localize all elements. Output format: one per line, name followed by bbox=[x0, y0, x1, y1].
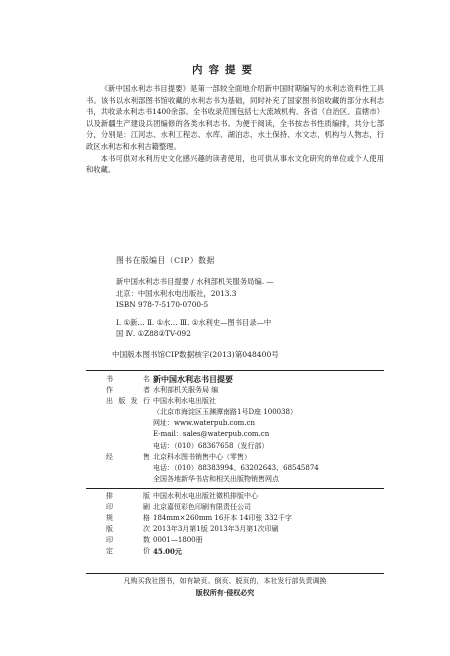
info-label bbox=[106, 418, 150, 429]
info-value: 北京嘉恒彩色印刷有限责任公司 bbox=[153, 503, 251, 512]
info-row bbox=[106, 502, 376, 513]
abstract-paragraph: 本书可供对水利历史文化感兴趣的读者使用，也可供从事水文化研究的单位或个人使用和收藏。 bbox=[86, 153, 384, 175]
book-title: 新中国水利志书目提要 bbox=[153, 374, 233, 384]
info-value: 北京科水图书销售中心（零售） bbox=[153, 452, 251, 461]
info-label: 规格 bbox=[106, 514, 150, 523]
divider-line bbox=[86, 573, 384, 574]
cip-data-number: 中国版本图书馆CIP数据核字(2013)第048400号 bbox=[112, 350, 279, 359]
info-row bbox=[106, 491, 376, 502]
info-row bbox=[106, 396, 376, 407]
info-label bbox=[106, 441, 150, 452]
info-row bbox=[106, 524, 376, 535]
footer bbox=[0, 575, 450, 599]
info-row bbox=[106, 535, 376, 546]
info-value: 网址：www.waterpub.com.cn bbox=[153, 419, 255, 428]
info-label: 出版发行 bbox=[106, 397, 150, 406]
info-label bbox=[106, 463, 150, 474]
info-value: 电话：（010）68367658（发行部） bbox=[153, 441, 269, 450]
info-value: E-mail：sales@waterpub.com.cn bbox=[153, 430, 270, 439]
cip-line: 北京：中国水利水电出版社，2013.3 bbox=[116, 288, 237, 298]
info-row bbox=[106, 418, 376, 429]
info-value: 184mm×260mm 16开本 14印张 332千字 bbox=[153, 514, 292, 523]
info-row bbox=[106, 407, 376, 418]
info-row bbox=[106, 452, 376, 463]
info-label: 书名 bbox=[106, 375, 150, 383]
info-value: 2013年3月第1版 2013年3月第1次印刷 bbox=[153, 525, 279, 534]
info-label bbox=[106, 429, 150, 440]
info-value: 中国水利水电出版社 bbox=[153, 397, 216, 406]
info-row bbox=[106, 429, 376, 440]
info-label bbox=[106, 407, 150, 418]
replacement-notice: 凡购买我社图书，如有缺页、倒页、脱页的，本社发行部负责调换 bbox=[123, 577, 327, 585]
info-label: 定价 bbox=[106, 547, 150, 556]
publication-info-top bbox=[106, 374, 376, 485]
info-row bbox=[106, 463, 376, 474]
cip-line: ISBN 978-7-5170-0700-5 bbox=[116, 300, 209, 310]
info-label: 版次 bbox=[106, 525, 150, 534]
abstract-body bbox=[86, 83, 384, 176]
price-value: 45.00元 bbox=[153, 547, 182, 557]
info-value: 水利部机关服务局 编 bbox=[153, 386, 219, 395]
info-label: 排版 bbox=[106, 492, 150, 500]
info-label: 印数 bbox=[106, 536, 150, 545]
info-label: 经售 bbox=[106, 452, 150, 461]
info-value: （北京市海淀区玉渊潭南路1号D座 100038） bbox=[153, 408, 298, 417]
publication-info-bottom bbox=[106, 491, 376, 558]
info-value: 中国水利水电出版社微机排版中心 bbox=[153, 492, 258, 500]
info-value: 电话：（010）88383994、63202643、68545874 bbox=[153, 463, 319, 472]
cip-record bbox=[116, 276, 366, 340]
cip-heading: 图书在版编目（CIP）数据 bbox=[116, 256, 215, 265]
info-row bbox=[106, 474, 376, 485]
info-value: 0001—1800册 bbox=[153, 536, 203, 545]
divider-line bbox=[86, 488, 384, 489]
cip-line: 新中国水利志书目提要 / 水利部机关服务局编. — bbox=[116, 277, 274, 286]
cip-subject-line: 国 Ⅳ. ①Z88②TV-092 bbox=[116, 329, 191, 339]
info-row bbox=[106, 441, 376, 452]
abstract-title: 内容提要 bbox=[192, 64, 258, 76]
divider-line bbox=[86, 370, 384, 371]
info-row bbox=[106, 374, 376, 385]
info-row bbox=[106, 385, 376, 396]
info-row bbox=[106, 546, 376, 557]
info-label bbox=[106, 474, 150, 485]
abstract-paragraph: 《新中国水利志书目提要》是第一部较全面地介绍新中国时期编写的水利志资料性工具书。该书以水利部图书馆收藏的水利志书为基础，同时补充了国家图书馆收藏的部分水利志书，共收录水利志书1400余部。全书收录范围包括七大流域机构、各省（自治区、直辖市）以及新疆生产建设兵团编修的各类水利志书。为便于阅读，全书按志书性质编排，共分七部分，分别是：江河志、水利工程志、水库、湖泊志、水土保持、水文志，机构与人物志，行政区水利志和水利古籍整理。 bbox=[86, 84, 384, 151]
info-row bbox=[106, 513, 376, 524]
info-label: 印刷 bbox=[106, 503, 150, 512]
info-value: 全国各地新华书店和相关出版物销售网点 bbox=[153, 474, 279, 483]
info-label: 作者 bbox=[106, 386, 150, 395]
cip-subject-line: Ⅰ. ①新… Ⅱ. ①水… Ⅲ. ①水利史—图书目录—中 bbox=[116, 317, 272, 327]
copyright-notice: 版权所有·侵权必究 bbox=[195, 588, 255, 597]
